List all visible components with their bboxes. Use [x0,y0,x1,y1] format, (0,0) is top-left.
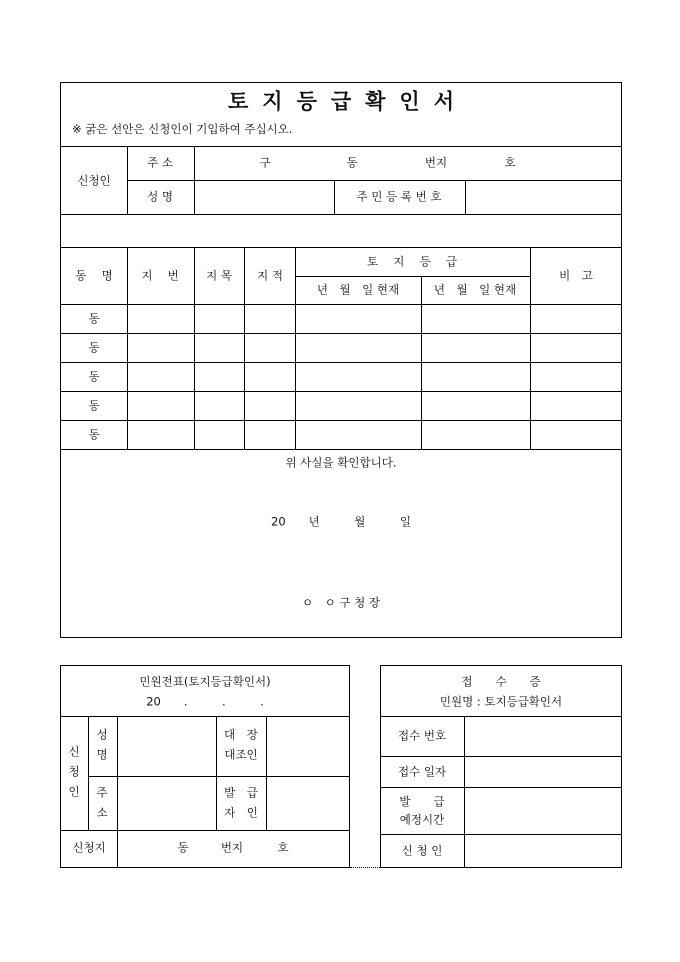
confirm-text: 위 사실을 확인합니다. [285,455,397,470]
slip-name-b: 명 [96,747,108,762]
col-remark: 비 고 [559,268,593,283]
slip-place-label: 신청지 [72,840,106,855]
slip-place-ho: 호 [277,840,289,855]
slip-place-beonji: 번지 [220,840,244,855]
receipt-date-label: 접수 일자 [397,764,447,779]
address-ho: 호 [504,155,516,170]
receipt-date-input[interactable] [465,757,621,786]
applicant-label: 신청인 [77,173,111,188]
name-input[interactable] [195,181,333,213]
id-number-label: 주 민 등 록 번 호 [356,189,442,204]
address-gu: 구 [259,155,271,170]
slip-name-input[interactable] [118,717,215,775]
receipt-due-a: 발 급 [399,794,445,809]
cut-line [350,867,380,868]
col-dong-name: 동 명 [75,268,113,283]
slip-addr-input[interactable] [118,777,215,829]
col-year-a: 년 월 일 현재 [316,282,400,297]
table-row-dong: 동 [88,311,100,326]
blank-row[interactable] [61,215,621,246]
slip-place-dong: 동 [177,840,189,855]
table-row-dong: 동 [88,398,100,413]
slip-title: 민원전표(토지등급확인서) [139,674,271,689]
receipt-title: 접 수 증 [461,674,541,689]
col-jijeok: 지 적 [257,268,283,283]
col-jimok: 지 목 [206,268,232,283]
issuer: ㅇ ㅇ 구 청 장 [301,595,381,610]
receipt-number-input[interactable] [465,717,621,755]
table-row-dong: 동 [88,427,100,442]
name-label: 성 명 [147,189,173,204]
col-land-grade: 토 지 등 급 [367,254,457,269]
address-beonji: 번지 [424,155,448,170]
address-label: 주 소 [147,155,173,170]
table-row-dong: 동 [88,369,100,384]
slip-addr-a: 주 [96,785,108,800]
slip-name-a: 성 [96,727,108,742]
address-input[interactable] [195,147,621,179]
slip-ledger-b: 대조인 [224,747,258,762]
slip-date: 20 . . . [146,694,264,709]
slip-addr-b: 소 [96,805,108,820]
id-number-input[interactable] [466,181,621,213]
table-row-dong: 동 [88,340,100,355]
slip-issue-a: 발 급 [224,785,258,800]
address-dong: 동 [346,155,358,170]
slip-issue-b: 자 인 [224,805,258,820]
receipt-due-b: 예정시간 [399,812,445,827]
receipt-applicant-input[interactable] [465,835,621,867]
receipt-due-input[interactable] [465,788,621,833]
form-note: ※ 굵은 선안은 신청인이 기입하여 주십시오. [72,122,293,136]
slip-applicant-in: 인 [68,784,80,799]
col-year-b: 년 월 일 현재 [433,282,517,297]
date-line: 20 년 월 일 [271,514,411,529]
receipt-number-label: 접수 번호 [397,728,447,743]
receipt-applicant-label: 신 청 인 [401,843,443,858]
form-title: 토지등급확인서 [227,88,469,114]
col-jibeon: 지 번 [141,268,179,283]
slip-ledger-a: 대 장 [224,727,258,742]
slip-applicant-sin: 신 [68,744,80,759]
slip-applicant-cheong: 청 [68,764,80,779]
receipt-subtitle: 민원명 : 토지등급확인서 [439,694,563,709]
